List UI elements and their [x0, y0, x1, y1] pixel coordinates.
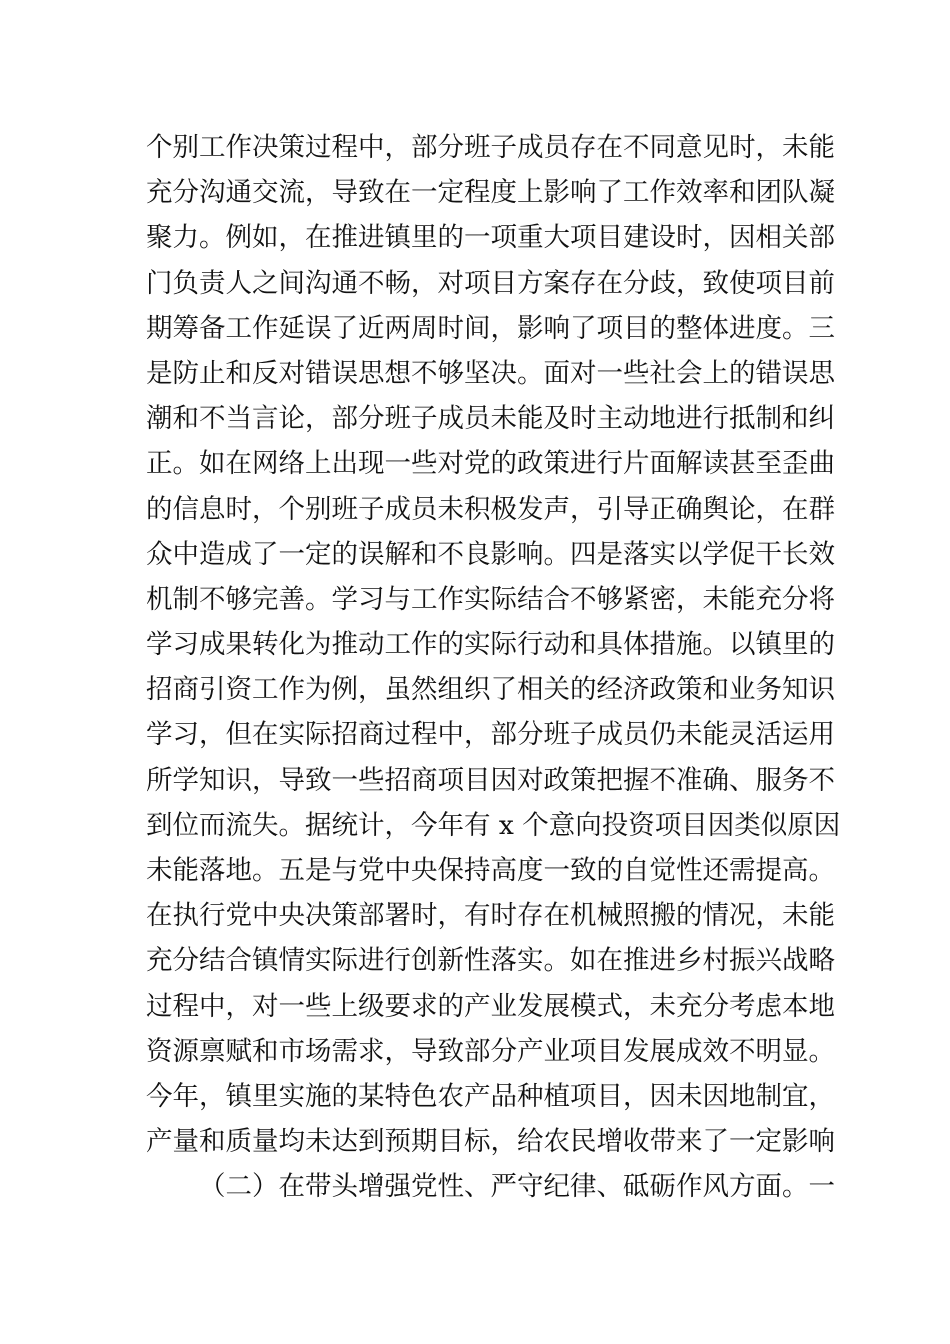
section-heading-line: （二）在带头增强党性、严守纪律、砥砺作风方面。一: [199, 1171, 835, 1203]
text-line: 的信息时，个别班子成员未积极发声，引导正确舆论，在群: [146, 493, 835, 525]
text-line: 资源禀赋和市场需求，导致部分产业项目发展成效不明显。: [146, 1035, 835, 1067]
text-line: 学习，但在实际招商过程中，部分班子成员仍未能灵活运用: [146, 719, 835, 751]
text-line: 充分沟通交流，导致在一定程度上影响了工作效率和团队凝: [146, 177, 835, 209]
text-line: 机制不够完善。学习与工作实际结合不够紧密，未能充分将: [146, 583, 835, 615]
text-line: 招商引资工作为例，虽然组织了相关的经济政策和业务知识: [146, 674, 835, 706]
text-line: 所学知识，导致一些招商项目因对政策把握不准确、服务不: [146, 764, 835, 796]
text-line: 个别工作决策过程中，部分班子成员存在不同意见时，未能: [146, 132, 835, 163]
text-line: 门负责人之间沟通不畅，对项目方案存在分歧，致使项目前: [146, 267, 835, 299]
text-line: 期筹备工作延误了近两周时间，影响了项目的整体进度。三: [146, 312, 835, 344]
text-line: 正。如在网络上出现一些对党的政策进行片面解读甚至歪曲: [146, 448, 835, 480]
text-line: 过程中，对一些上级要求的产业发展模式，未充分考虑本地: [146, 990, 835, 1022]
text-line: 产量和质量均未达到预期目标，给农民增收带来了一定影响: [146, 1126, 835, 1158]
text-line: 未能落地。五是与党中央保持高度一致的自觉性还需提高。: [146, 855, 835, 886]
body-text: [146, 125, 841, 1210]
text-line: 是防止和反对错误思想不够坚决。面对一些社会上的错误思: [146, 357, 835, 389]
text-line: 到位而流失。据统计，今年有 x 个意向投资项目因类似原因: [146, 809, 841, 841]
text-line: 在执行党中央决策部署时，有时存在机械照搬的情况，未能: [146, 900, 835, 932]
text-line: 充分结合镇情实际进行创新性落实。如在推进乡村振兴战略: [146, 945, 835, 977]
text-line: 学习成果转化为推动工作的实际行动和具体措施。以镇里的: [146, 629, 835, 661]
text-line: 众中造成了一定的误解和不良影响。四是落实以学促干长效: [146, 538, 835, 570]
text-line: 潮和不当言论，部分班子成员未能及时主动地进行抵制和纠: [146, 403, 835, 435]
text-line: 今年，镇里实施的某特色农产品种植项目，因未因地制宜，: [146, 1080, 835, 1112]
text-line: 聚力。例如，在推进镇里的一项重大项目建设时，因相关部: [146, 222, 835, 254]
